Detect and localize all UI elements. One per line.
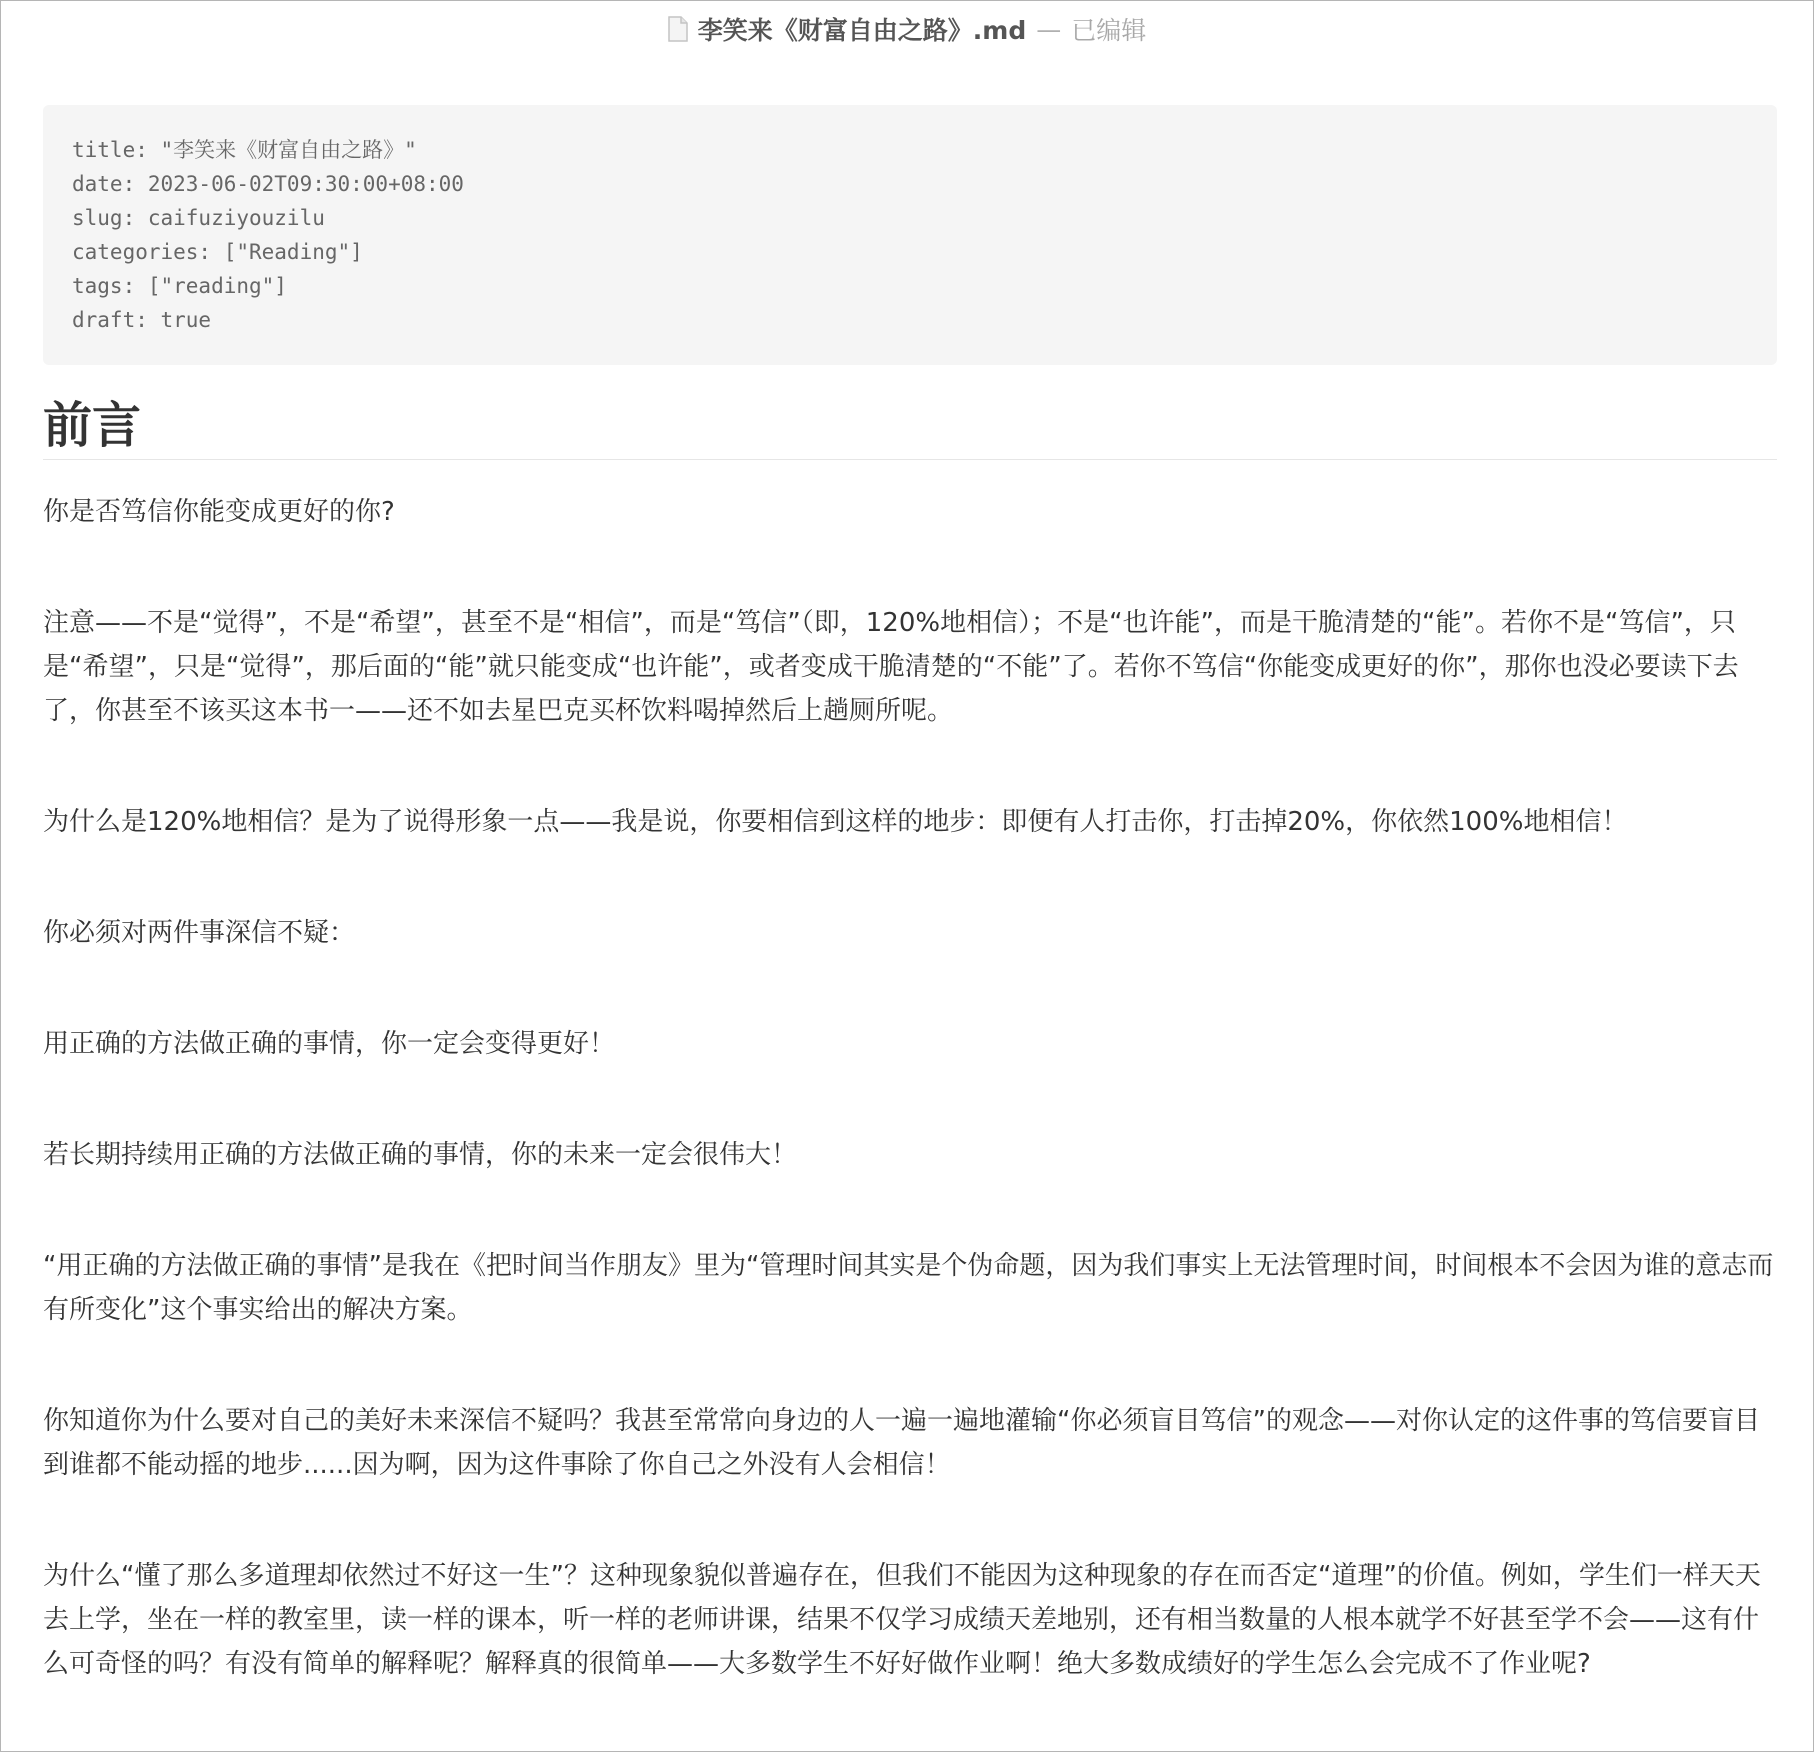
front-matter-title: title: "李笑来《财富自由之路》": [72, 138, 417, 162]
edited-status[interactable]: 已编辑: [1071, 16, 1147, 45]
title-separator: —: [1036, 14, 1062, 44]
document-icon: [668, 16, 688, 42]
paragraph: 你知道你为什么要对自己的美好未来深信不疑吗？我甚至常常向身边的人一遍一遍地灌输“你必须盲目笃信”的观念——对你认定的这件事的笃信要盲目到谁都不能动摇的地步......因为啊，因为这件事除了你自己之外没有人会相信！: [43, 1406, 1760, 1480]
front-matter-slug: slug: caifuziyouzilu: [72, 206, 325, 230]
paragraph: 你必须对两件事深信不疑：: [43, 918, 356, 948]
paragraph: 若长期持续用正确的方法做正确的事情，你的未来一定会很伟大！: [43, 1140, 798, 1170]
paragraph: 注意——不是“觉得”，不是“希望”，甚至不是“相信”，而是“笃信”（即，120%地相信）；不是“也许能”，而是干脆清楚的“能”。若你不是“笃信”，只是“希望”，只是“觉得”，那后面的“能”就只能变成“也许能”，或者变成干脆清楚的“不能”了。若你不笃信“你能变成更好的你”，那你也没必要读下去了，你甚至不该买这本书一——还不如去星巴克买杯饮料喝掉然后上趟厕所呢。: [43, 608, 1739, 726]
paragraph: 为什么“懂了那么多道理却依然过不好这一生”？这种现象貌似普遍存在，但我们不能因为这种现象的存在而否定“道理”的价值。例如，学生们一样天天去上学，坐在一样的教室里，读一样的课本，听一样的老师讲课，结果不仅学习成绩天差地别，还有相当数量的人根本就学不好甚至学不会——这有什么可奇怪的吗？有没有简单的解释呢？解释真的很简单——大多数学生不好好做作业啊！绝大多数成绩好的学生怎么会完成不了作业呢?: [43, 1561, 1761, 1679]
window-filename: 李笑来《财富自由之路》.md: [697, 16, 1027, 45]
paragraph: 用正确的方法做正确的事情，你一定会变得更好！: [43, 1029, 616, 1059]
window-titlebar: [1, 1, 1813, 57]
section-heading: 前言: [43, 395, 1777, 460]
paragraph: 你是否笃信你能变成更好的你?: [43, 497, 395, 527]
front-matter-categories: categories: ["Reading"]: [72, 240, 363, 264]
front-matter-draft: draft: true: [72, 308, 212, 332]
paragraph: 为什么是120%地相信？是为了说得形象一点——我是说，你要相信到这样的地步：即便有人打击你，打击掉20%，你依然100%地相信！: [43, 807, 1628, 837]
front-matter-tags: tags: ["reading"]: [72, 274, 287, 298]
front-matter-block[interactable]: [43, 105, 1777, 365]
front-matter-date: date: 2023-06-02T09:30:00+08:00: [72, 172, 464, 196]
document-content[interactable]: [43, 105, 1777, 1686]
paragraph: “用正确的方法做正确的事情”是我在《把时间当作朋友》里为“管理时间其实是个伪命题，因为我们事实上无法管理时间，时间根本不会因为谁的意志而有所变化”这个事实给出的解决方案。: [43, 1251, 1774, 1325]
